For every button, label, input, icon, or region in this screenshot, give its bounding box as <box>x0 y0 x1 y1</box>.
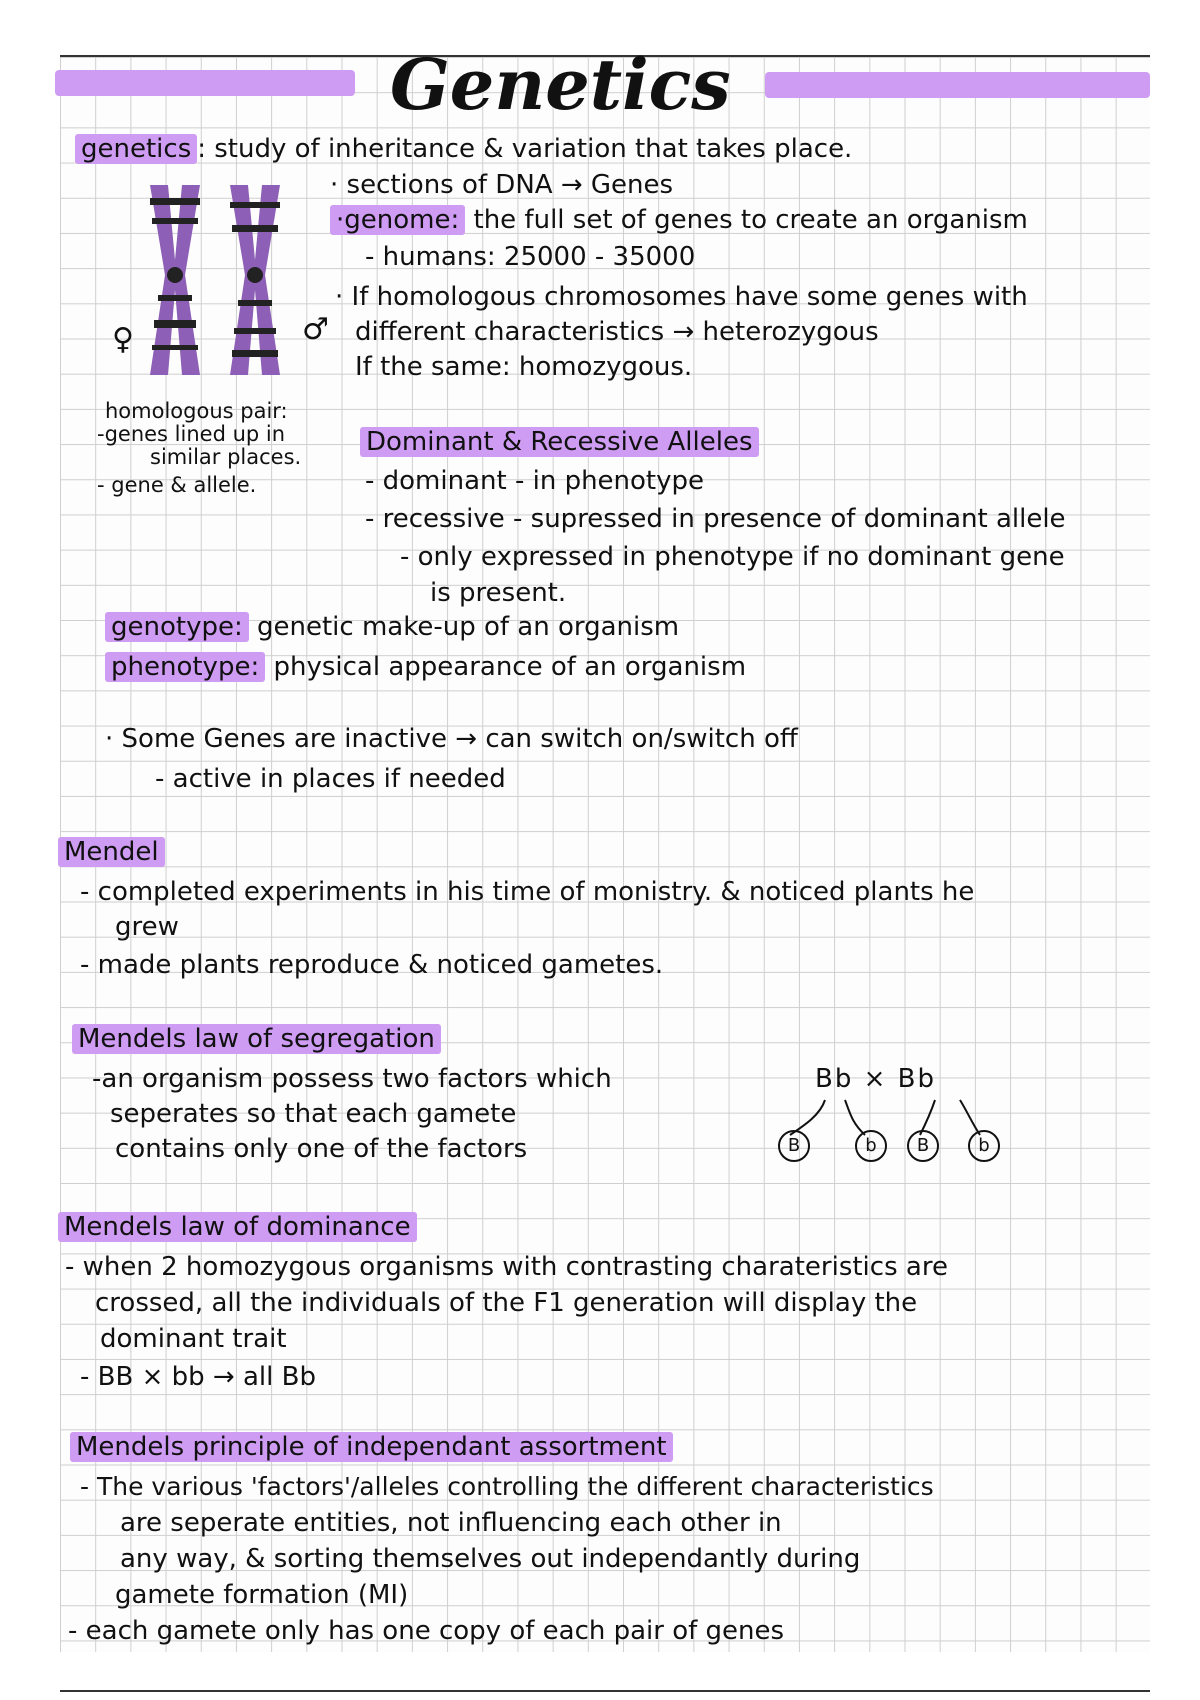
genetics-term: genetics <box>75 134 197 164</box>
caption-line-4: - gene & allele. <box>97 473 257 497</box>
chromosome-pair-illustration <box>130 180 300 380</box>
dominance-line-4: - BB × bb → all Bb <box>80 1362 316 1392</box>
segregation-line-1: -an organism possess two factors which <box>92 1064 612 1094</box>
genes-line-1: · sections of DNA → Genes <box>330 170 674 200</box>
dominance-heading-wrap <box>58 1210 417 1244</box>
assortment-line-4: gamete formation (MI) <box>115 1580 409 1610</box>
male-symbol: ♂ <box>302 312 329 347</box>
mendel-line-1: - completed experiments in his time of monistry. & noticed plants he <box>80 877 975 907</box>
gamete-allele-3: B <box>907 1130 939 1162</box>
assortment-heading-wrap <box>70 1430 673 1464</box>
caption-line-1: homologous pair: <box>105 399 288 423</box>
segregation-line-2: seperates so that each gamete <box>110 1099 517 1129</box>
mendel-line-3: - made plants reproduce & noticed gametes. <box>80 950 664 980</box>
dominant-line-1: - dominant - in phenotype <box>365 466 705 496</box>
dominant-line-4: is present. <box>430 578 567 608</box>
caption-line-3: similar places. <box>150 445 302 469</box>
dominant-recessive-heading: Dominant & Recessive Alleles <box>360 427 759 457</box>
genome-definition: the full set of genes to create an organism <box>473 205 1028 235</box>
chromosome-left <box>150 185 200 375</box>
genotype-line <box>105 610 679 644</box>
dominance-line-2: crossed, all the individuals of the F1 generation will display the <box>95 1288 918 1318</box>
assortment-line-2: are seperate entities, not influencing each other in <box>120 1508 782 1538</box>
dominance-line-1: - when 2 homozygous organisms with contrasting charateristics are <box>65 1252 948 1282</box>
genome-term: ·genome: <box>330 205 465 235</box>
caption-line-2: -genes lined up in <box>97 422 286 446</box>
genetics-definition: : study of inheritance & variation that takes place. <box>197 134 853 164</box>
genes-line-5: different characteristics → heterozygous <box>355 317 879 347</box>
assortment-heading: Mendels principle of independant assortment <box>70 1432 673 1462</box>
definition-line <box>75 132 852 166</box>
segregation-heading-wrap <box>72 1022 441 1056</box>
phenotype-definition: physical appearance of an organism <box>273 652 747 682</box>
genome-line <box>330 203 1028 237</box>
phenotype-line <box>105 650 746 684</box>
title-highlight-right <box>765 72 1150 98</box>
dominant-line-2: - recessive - supressed in presence of dominant allele <box>365 504 1066 534</box>
page-title: Genetics <box>390 43 731 126</box>
dominance-line-3: dominant trait <box>100 1324 287 1354</box>
segregation-cross: Bb × Bb <box>815 1064 936 1094</box>
dominant-recessive-heading-wrap <box>360 425 759 459</box>
mendel-heading: Mendel <box>58 837 165 867</box>
bottom-rule <box>60 1690 1150 1692</box>
title-highlight-left <box>55 70 355 96</box>
inactive-genes-line-1: · Some Genes are inactive → can switch on/switch off <box>105 724 798 754</box>
gamete-allele-2: b <box>855 1130 887 1162</box>
genotype-definition: genetic make-up of an organism <box>257 612 680 642</box>
segregation-line-3: contains only one of the factors <box>115 1134 528 1164</box>
gamete-allele-1: B <box>778 1130 810 1162</box>
dominant-line-3: - only expressed in phenotype if no dominant gene <box>400 542 1065 572</box>
female-symbol: ♀ <box>112 322 134 357</box>
genes-line-4: · If homologous chromosomes have some genes with <box>335 282 1028 312</box>
assortment-line-3: any way, & sorting themselves out independantly during <box>120 1544 861 1574</box>
assortment-line-5: - each gamete only has one copy of each pair of genes <box>68 1616 785 1646</box>
assortment-line-1: - The various 'factors'/alleles controlling the different characteristics <box>80 1472 934 1501</box>
chromosome-right <box>230 185 280 375</box>
mendel-heading-wrap <box>58 835 165 869</box>
genotype-term: genotype: <box>105 612 249 642</box>
genes-line-6: If the same: homozygous. <box>355 352 693 382</box>
gamete-allele-4: b <box>968 1130 1000 1162</box>
segregation-heading: Mendels law of segregation <box>72 1024 441 1054</box>
genes-line-3: - humans: 25000 - 35000 <box>365 242 696 272</box>
dominance-heading: Mendels law of dominance <box>58 1212 417 1242</box>
phenotype-term: phenotype: <box>105 652 265 682</box>
mendel-line-2: grew <box>115 912 179 942</box>
inactive-genes-line-2: - active in places if needed <box>155 764 506 794</box>
